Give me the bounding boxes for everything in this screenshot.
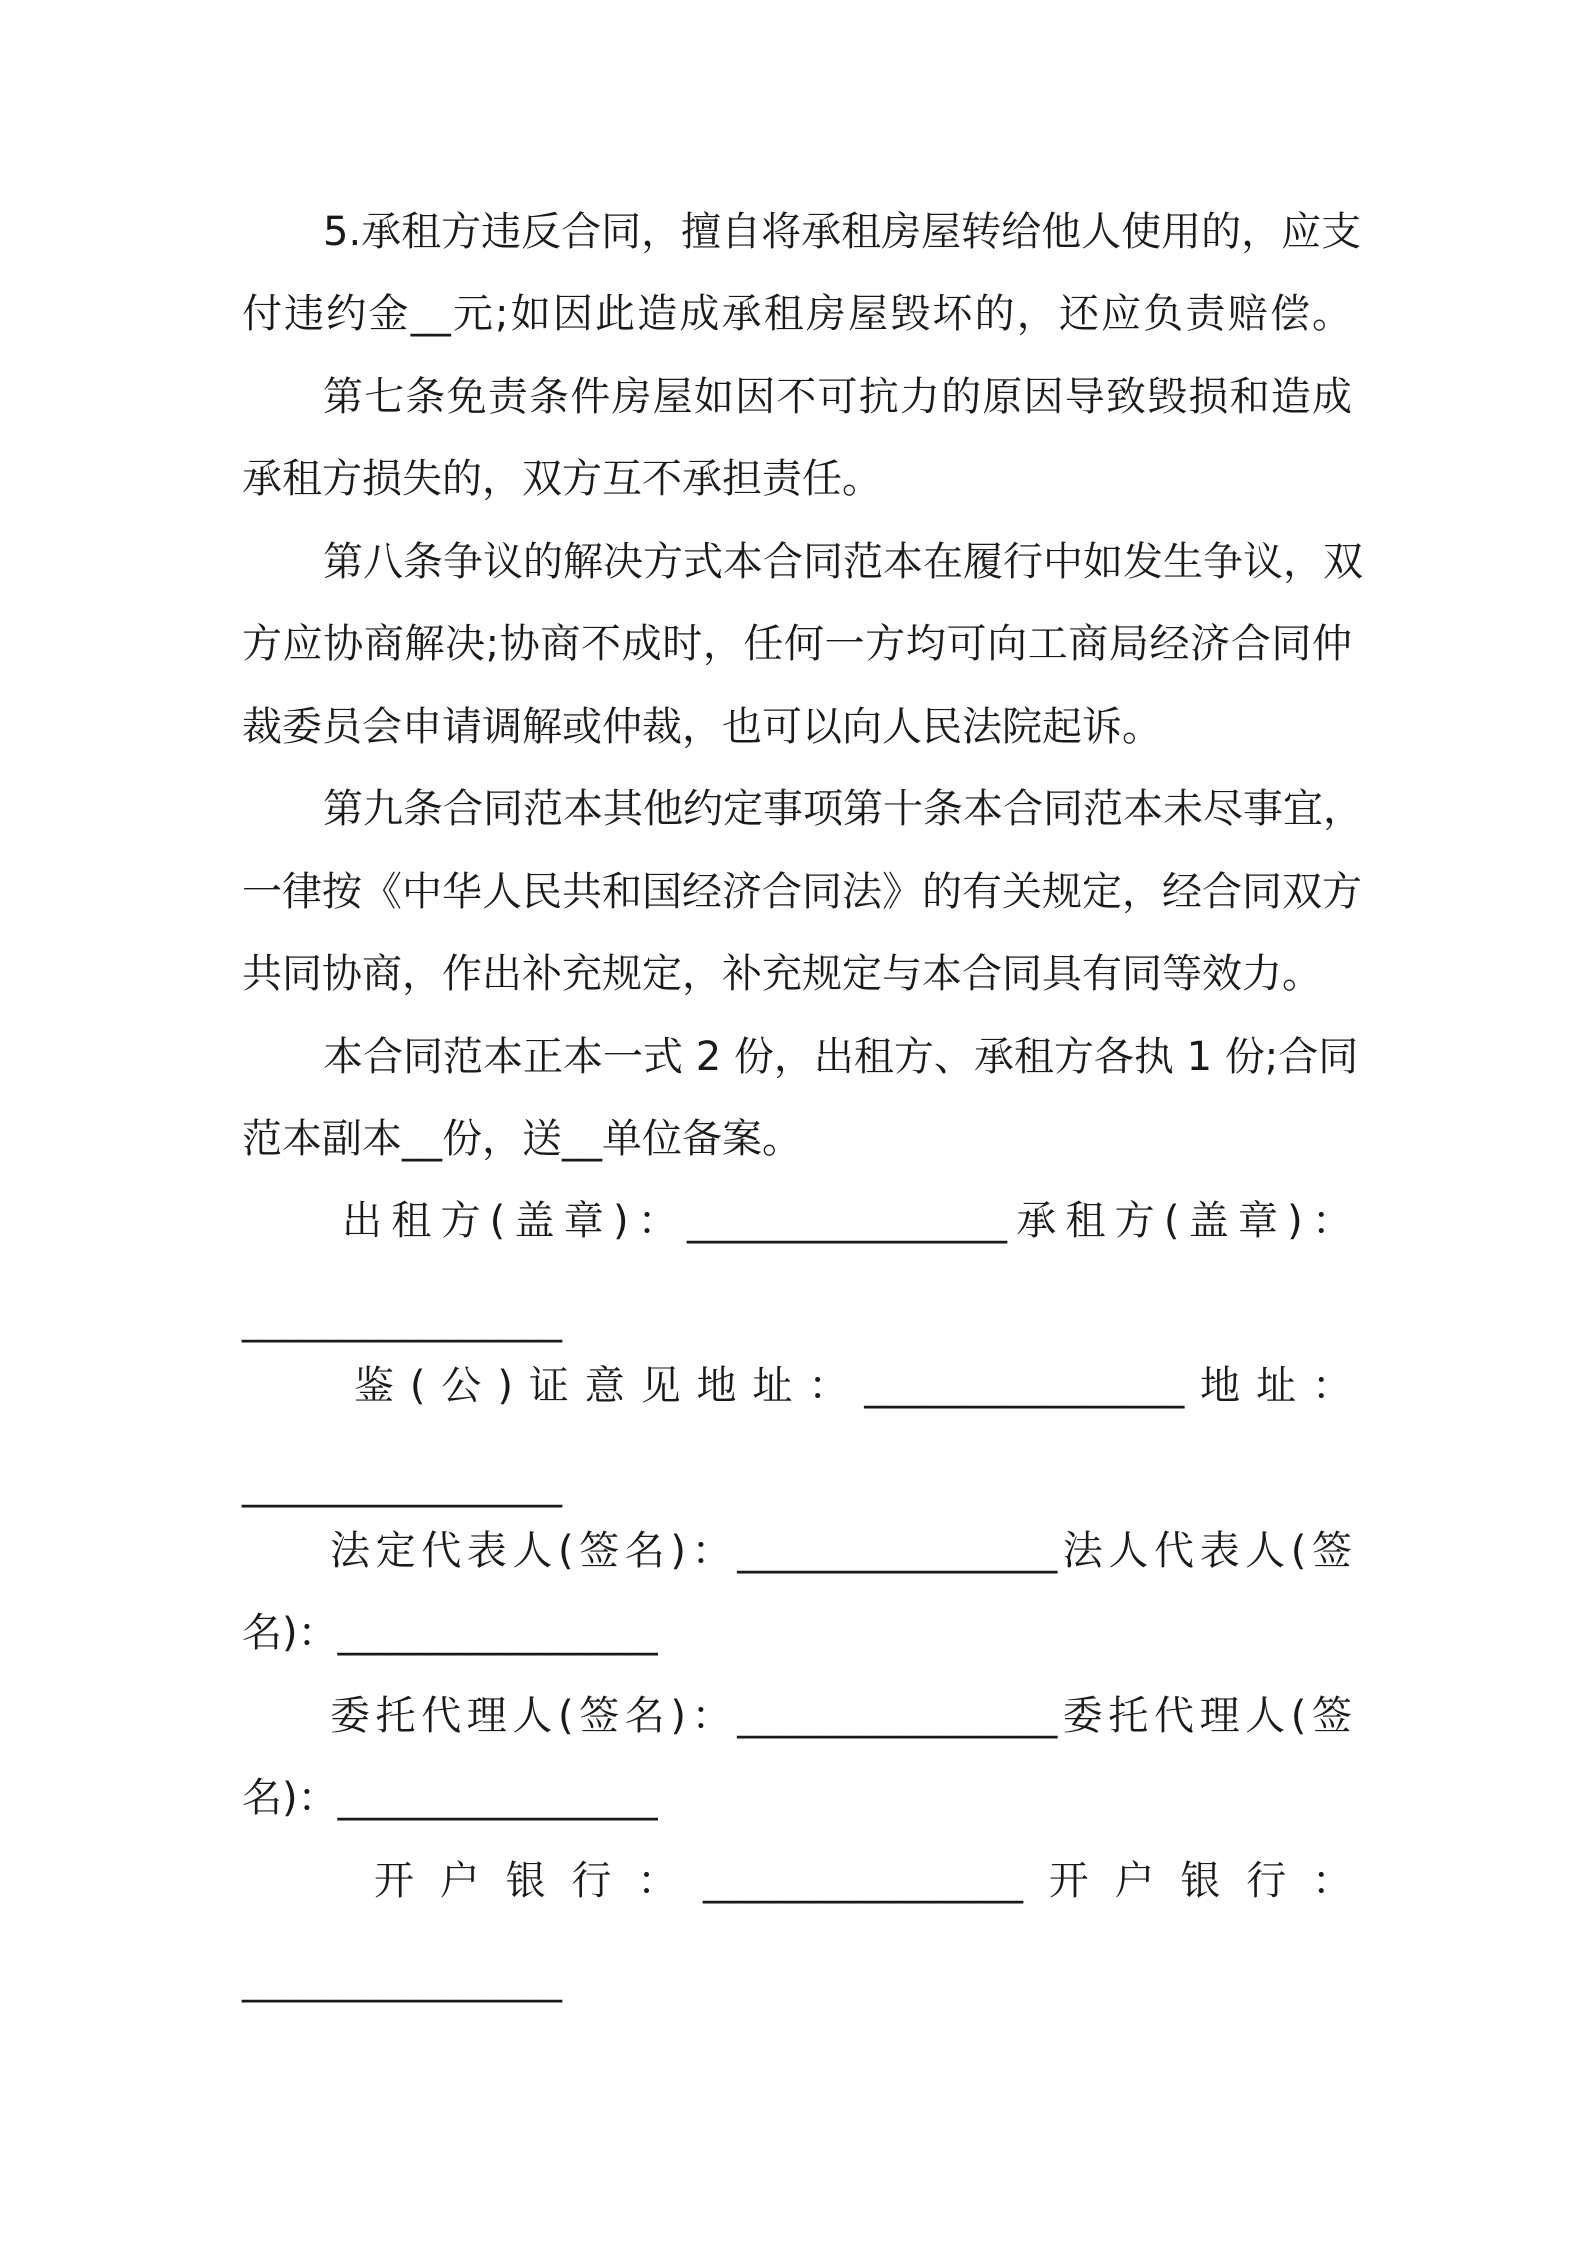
text-line: 共同协商，作出补充规定，补充规定与本合同具有同等效力。: [242, 951, 1322, 997]
signature-line: 委托代理人(签名)：________________委托代理人(签: [330, 1693, 1352, 1739]
text-line: 裁委员会申请调解或仲裁，也可以向人民法院起诉。: [242, 704, 1162, 750]
text-line: 第八条争议的解决方式本合同范本在履行中如发生争议，双: [323, 539, 1363, 585]
signature-line: 鉴(公)证意见地址：________________地址：: [354, 1363, 1352, 1409]
signature-blank: ________________: [242, 1462, 562, 1508]
signature-blank: ________________: [242, 1297, 562, 1343]
text-line: 范本副本__份，送__单位备案。: [242, 1116, 802, 1162]
signature-line: 名)：________________: [242, 1775, 658, 1821]
text-line: 5.承租方违反合同，擅自将承租房屋转给他人使用的，应支: [323, 209, 1362, 255]
signature-blank: ________________: [242, 1957, 562, 2003]
text-line: 付违约金__元;如因此造成承租房屋毁坏的，还应负责赔偿。: [242, 291, 1352, 337]
signature-line: 开户银行：________________开户银行：: [374, 1858, 1352, 1904]
signature-line: 出租方(盖章)：________________承租方(盖章)：: [342, 1198, 1352, 1244]
signature-line: 法定代表人(签名)：________________法人代表人(签: [330, 1528, 1352, 1574]
text-line: 第九条合同范本其他约定事项第十条本合同范本未尽事宜，: [323, 786, 1363, 832]
text-line: 本合同范本正本一式 2 份，出租方、承租方各执 1 份;合同: [323, 1034, 1359, 1080]
signature-line: 名)：________________: [242, 1610, 658, 1656]
text-line: 承租方损失的，双方互不承担责任。: [242, 456, 882, 502]
text-line: 一律按《中华人民共和国经济合同法》的有关规定，经合同双方: [242, 869, 1362, 915]
text-line: 第七条免责条件房屋如因不可抗力的原因导致毁损和造成: [323, 374, 1352, 420]
text-line: 方应协商解决;协商不成时，任何一方均可向工商局经济合同仲: [242, 621, 1352, 667]
